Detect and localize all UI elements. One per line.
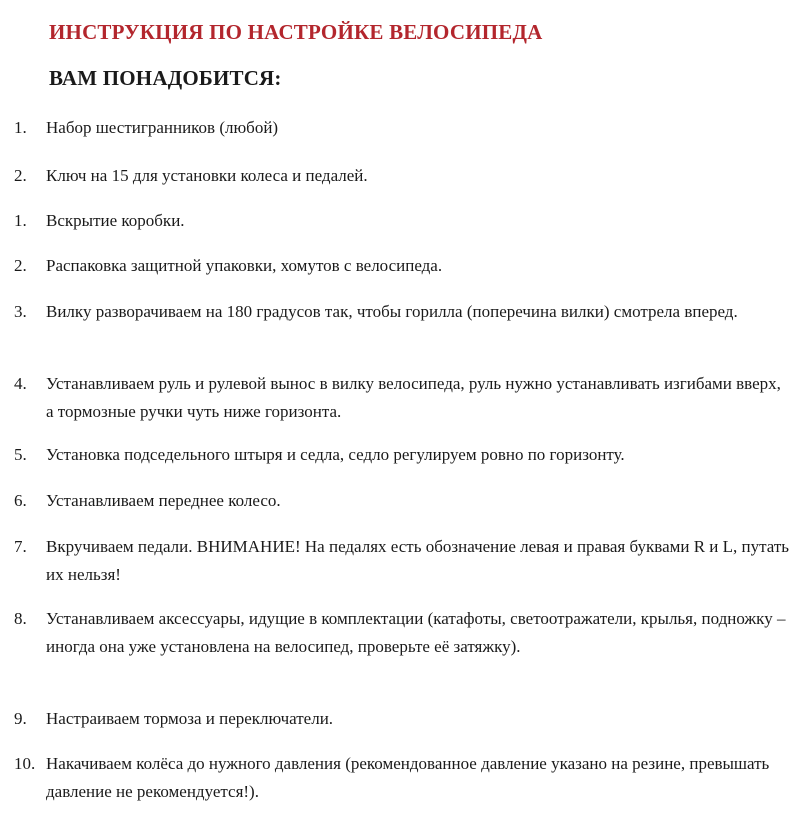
list-item-text: Установка подседельного штыря и седла, седло регулируем ровно по горизонту. <box>46 445 625 464</box>
list-item-text: Накачиваем колёса до нужного давления (рекомендованное давление указано на резине, превышать давление не рекомендуется!). <box>46 754 770 801</box>
list-item-text: Ключ на 15 для установки колеса и педалей. <box>46 166 368 185</box>
list-item-text: Вскрытие коробки. <box>46 211 185 230</box>
document-title: ИНСТРУКЦИЯ ПО НАСТРОЙКЕ ВЕЛОСИПЕДА <box>49 20 543 44</box>
list-item-number: 1. <box>14 118 27 137</box>
list-item-number: 5. <box>14 445 27 464</box>
list-item-text: Распаковка защитной упаковки, хомутов с велосипеда. <box>46 256 443 275</box>
list-item-number: 10. <box>14 754 36 773</box>
list-item-text: Вилку разворачиваем на 180 градусов так, чтобы горилла (поперечина вилки) смотрела вперед. <box>46 302 738 321</box>
list-item-number: 9. <box>14 709 27 728</box>
list-item-text: Настраиваем тормоза и переключатели. <box>46 709 334 728</box>
list-item-number: 2. <box>14 166 27 185</box>
list-item-number: 8. <box>14 609 27 628</box>
list-item-number: 4. <box>14 374 27 393</box>
list-item-number: 6. <box>14 491 27 510</box>
list-item-text: Устанавливаем аксессуары, идущие в комплектации (катафоты, светоотражатели, крылья, подножку – иногда она уже установлена на велосипед, проверьте её затяжку). <box>46 609 786 656</box>
list-item-number: 3. <box>14 302 27 321</box>
list-item-number: 2. <box>14 256 27 275</box>
list-item-number: 7. <box>14 537 27 556</box>
list-item-text: Набор шестигранников (любой) <box>46 118 279 137</box>
document-subtitle: ВАМ ПОНАДОБИТСЯ: <box>49 66 282 90</box>
list-item-text: Устанавливаем руль и рулевой вынос в вилку велосипеда, руль нужно устанавливать изгибами вверх, а тормозные ручки чуть ниже горизонта. <box>46 374 781 421</box>
list-item-text: Вкручиваем педали. ВНИМАНИЕ! На педалях есть обозначение левая и правая буквами R и L, путать их нельзя! <box>46 537 790 584</box>
list-item-number: 1. <box>14 211 27 230</box>
list-item-text: Устанавливаем переднее колесо. <box>46 491 281 510</box>
